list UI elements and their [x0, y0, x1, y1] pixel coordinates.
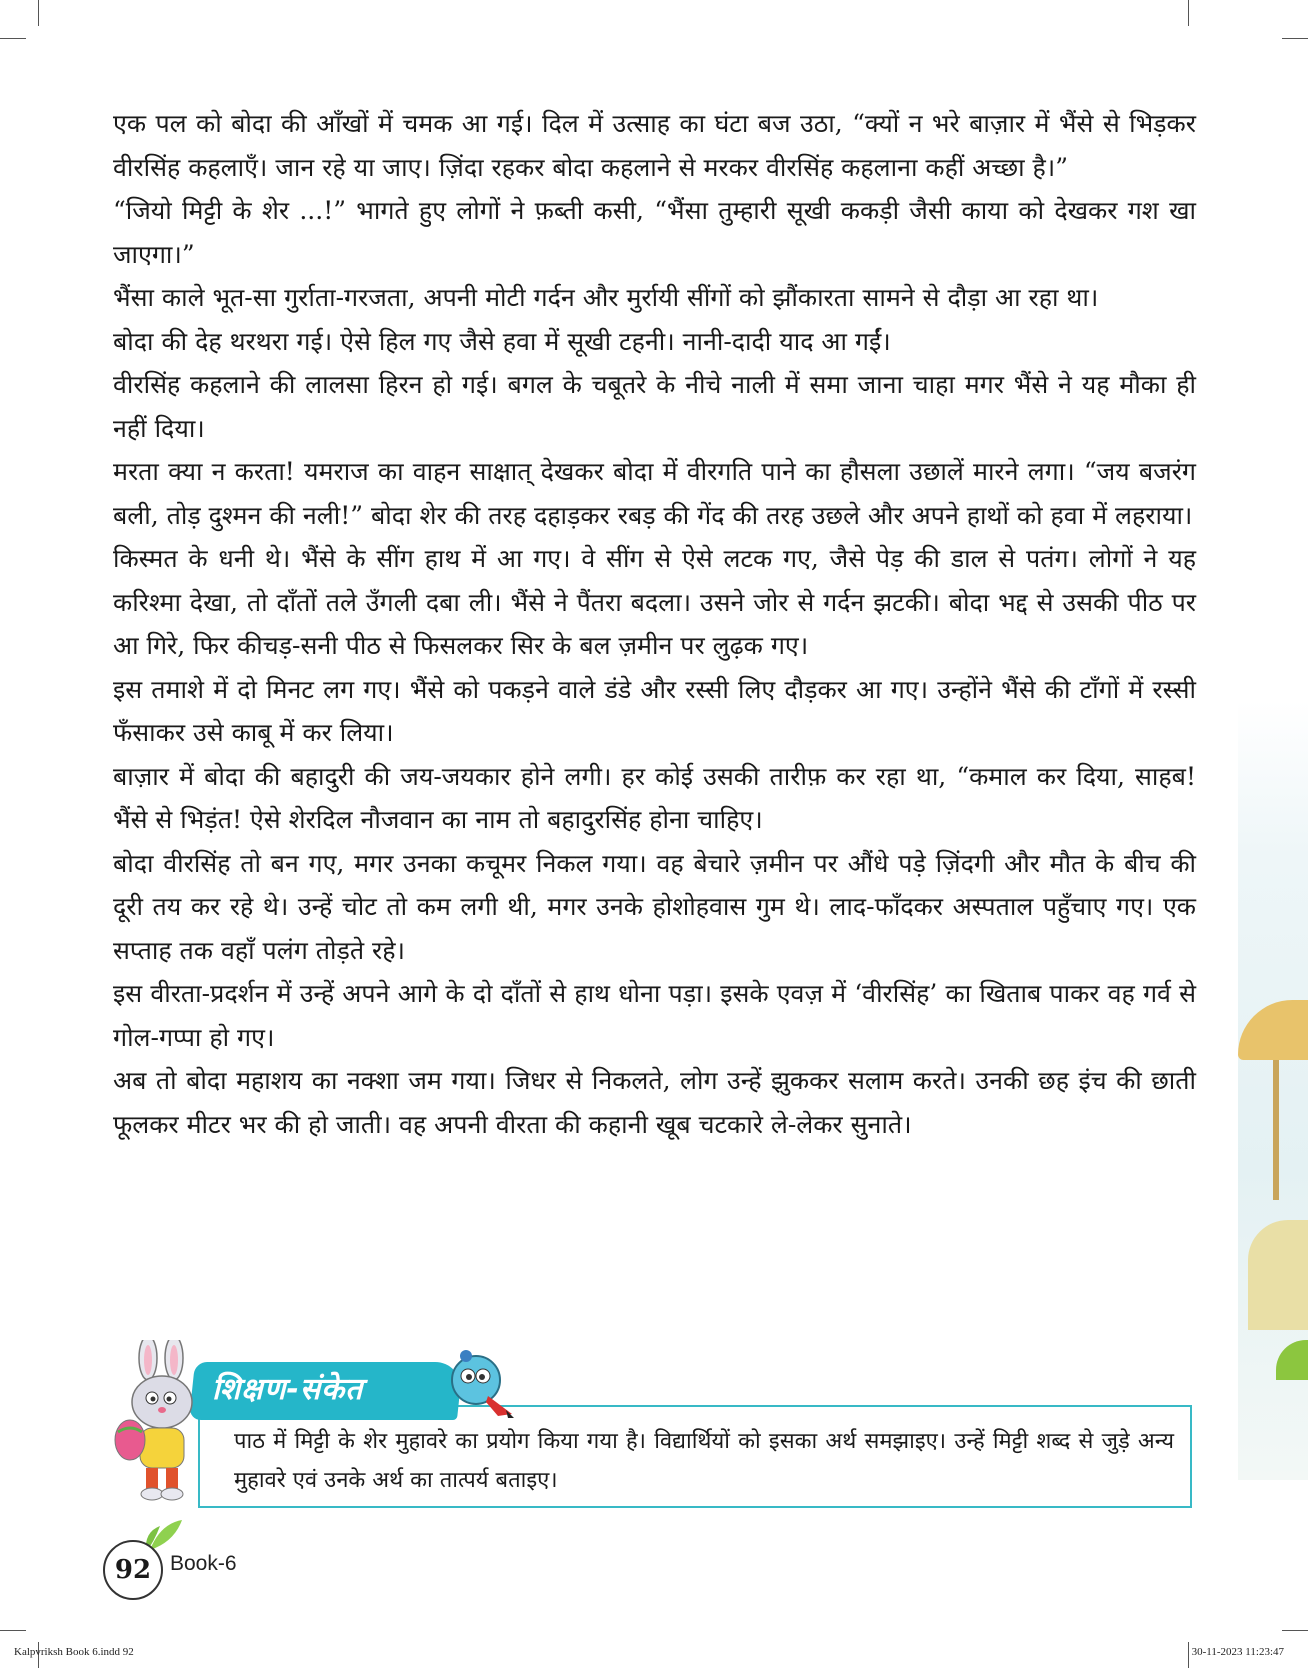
paragraph: एक पल को बोदा की आँखों में चमक आ गई। दिल में उत्साह का घंटा बज उठा, “क्यों न भरे बाज़ार में भैंसे से भिड़कर वीरसिंह कहलाऍं। जान रहे या जाए। ज़िंदा रहकर बोदा कहलाने से मरकर वीरसिंह कहलाना कहीं अच्छा है।”	[113, 109, 1196, 182]
ground-patch	[1248, 1220, 1308, 1330]
paragraph: अब तो बोदा महाशय का नक्शा जम गया। जिधर से निकलते, लोग उन्हें झुककर सलाम करते। उनकी छह इंच की छाती फूलकर मीटर भर की हो जाती। वह अपनी वीरता की कहानी खूब चटकारे ले-लेकर सुनाते।	[113, 1066, 1196, 1139]
crop-mark	[1188, 1642, 1189, 1668]
story-text	[113, 102, 1196, 1146]
crop-mark	[1188, 0, 1189, 26]
grass-patch	[1276, 1340, 1308, 1380]
paragraph: बोदा वीरसिंह तो बन गए, मगर उनका कचूमर निकल गया। वह बेचारे ज़मीन पर औंधे पड़े ज़िंदगी और मौत के बीच की दूरी तय कर रहे थे। उन्हें चोट तो कम लगी थी, मगर उनके होशोहवास गुम थे। लाद-फाँदकर अस्पताल पहुँचाए गए। एक सप्ताह तक वहाँ पलंग तोड़ते रहे।	[113, 848, 1196, 965]
paragraph: मरता क्या न करता! यमराज का वाहन साक्षात् देखकर बोदा में वीरगति पाने का हौसला उछालें मारने लगा। “जय बजरंग बली, तोड़ दुश्मन की नली!” बोदा शेर की तरह दहाड़कर रबड़ की गेंद की तरह उछले और अपने हाथों को हवा में लहराया।	[113, 457, 1196, 530]
crop-mark	[1282, 38, 1308, 39]
background-illustration	[1238, 700, 1308, 1480]
paragraph: बोदा की देह थरथरा गई। ऐसे हिल गए जैसे हवा में सूखी टहनी। नानी-दादी याद आ गईं।	[113, 326, 891, 356]
crop-mark	[38, 0, 39, 26]
pen-mascot-icon	[446, 1348, 516, 1420]
teaching-tip-paragraph: पाठ में मिट्टी के शेर मुहावरे का प्रयोग किया गया है। विद्यार्थियों को इसका अर्थ समझाइए। उन्हें मिट्टी शब्द से जुड़े अन्य मुहावरे एवं उनके अर्थ का तात्पर्य बताइए।	[234, 1429, 1174, 1493]
hut-roof	[1238, 1000, 1308, 1060]
paragraph: भैंसा काले भूत-सा गुर्राता-गरजता, अपनी मोटी गर्दन और मुर्रायी सींगों को झौंकारता सामने से दौड़ा आ रहा था।	[113, 283, 1099, 312]
bunny-mascot-icon	[112, 1340, 208, 1510]
crop-mark	[0, 1630, 26, 1631]
crop-mark	[0, 38, 26, 39]
paragraph: इस तमाशे में दो मिनट लग गए। भैंसे को पकड़ने वाले डंडे और रस्सी लिए दौड़कर आ गए। उन्होंने भैंसे की टाँगों में रस्सी फँसाकर उसे काबू में कर लिया।	[113, 674, 1196, 747]
paragraph: वीरसिंह कहलाने की लालसा हिरन हो गई। बगल के चबूतरे के नीचे नाली में समा जाना चाहा मगर भैंसे ने यह मौका ही नहीं दिया।	[113, 370, 1196, 443]
file-info: Kalpvriksh Book 6.indd 92	[14, 1646, 134, 1658]
paragraph: “जियो मिट्टी के शेर ...!” भागते हुए लोगों ने फ़ब्ती कसी, “भैंसा तुम्हारी सूखी ककड़ी जैसी काया को देखकर गश खा जाएगा।”	[113, 196, 1196, 269]
print-timestamp: 30-11-2023 11:23:47	[1191, 1646, 1284, 1658]
crop-mark	[1282, 1630, 1308, 1631]
teaching-tip-text	[234, 1422, 1174, 1500]
paragraph: बाज़ार में बोदा की बहादुरी की जय-जयकार होने लगी। हर कोई उसकी तारीफ़ कर रहा था, “कमाल कर दिया, साहब! भैंसे से भिड़ंत! ऐसे शेरदिल नौजवान का नाम तो बहादुरसिंह होना चाहिए।	[113, 761, 1196, 834]
paragraph: इस वीरता-प्रदर्शन में उन्हें अपने आगे के दो दाँतों से हाथ धोना पड़ा। इसके एवज़ में ‘वीरसिंह’ का खिताब पाकर वह गर्व से गोल-गप्पा हो गए।	[113, 979, 1196, 1052]
page-number: 92	[114, 1555, 152, 1585]
hut-pole	[1273, 1060, 1279, 1200]
teaching-tip-title: शिक्षण-संकेत	[212, 1372, 364, 1407]
book-label: Book-6	[170, 1552, 237, 1575]
paragraph: किस्मत के धनी थे। भैंसे के सींग हाथ में आ गए। वे सींग से ऐसे लटक गए, जैसे पेड़ की डाल से पतंग। लोगों ने यह करिश्मा देखा, तो दाँतों तले उँगली दबा ली। भैंसे ने पैंतरा बदला। उसने जोर से गर्दन झटकी। बोदा भद्द से उसकी पीठ पर आ गिरे, फिर कीचड़-सनी पीठ से फिसलकर सिर के बल ज़मीन पर लुढ़क गए।	[113, 544, 1196, 660]
